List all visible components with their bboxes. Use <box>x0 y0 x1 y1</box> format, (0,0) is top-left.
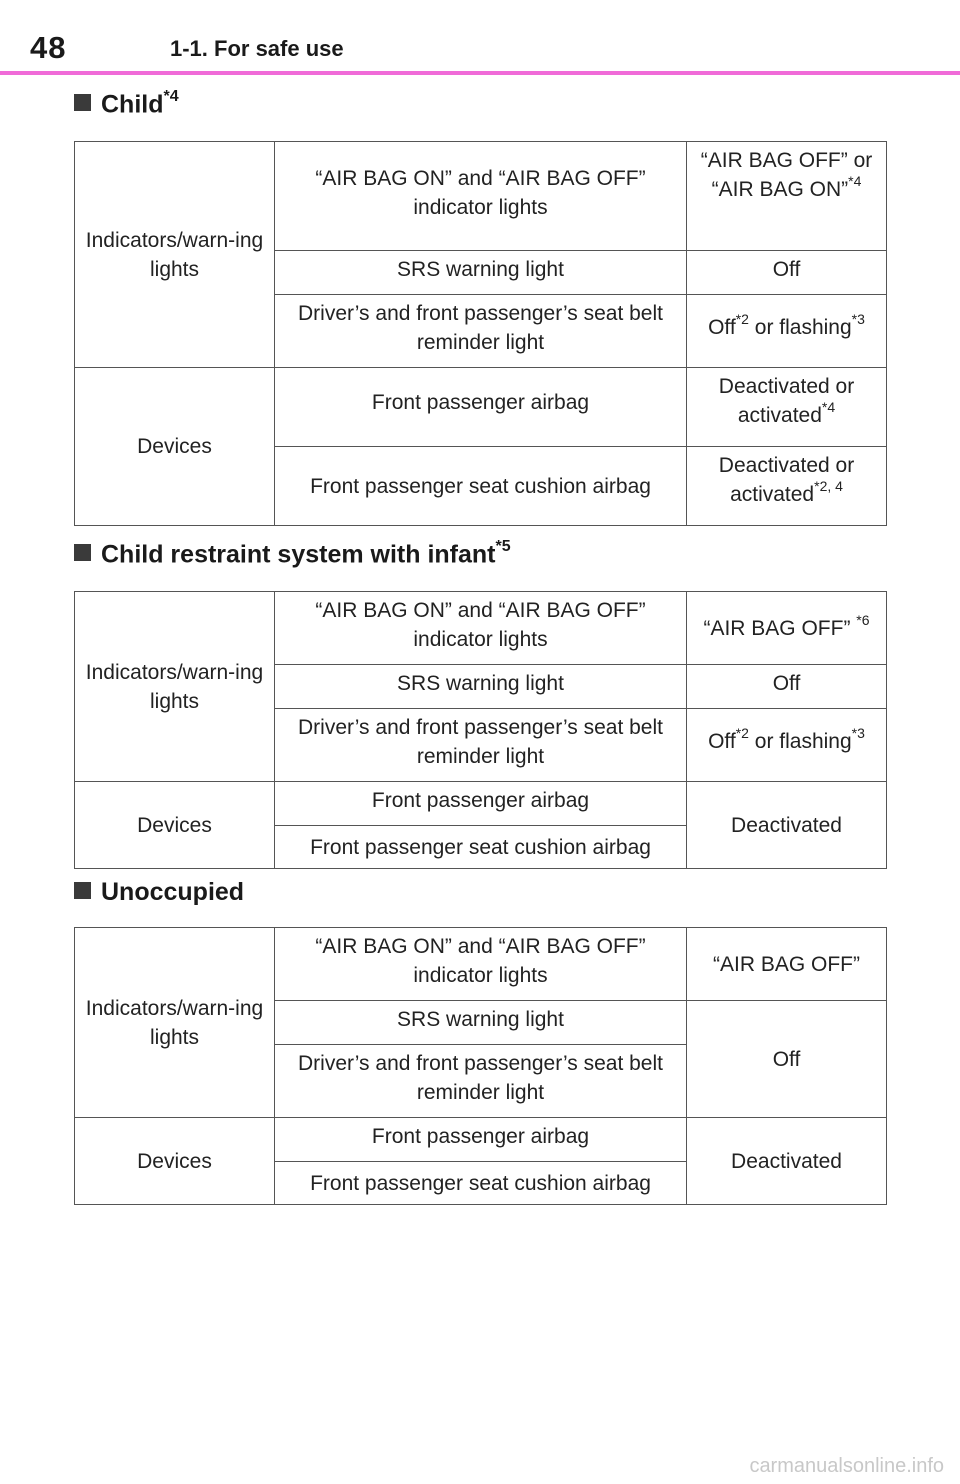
item-cell: Front passenger seat cushion airbag <box>275 447 687 526</box>
heading-unoccupied: Unoccupied <box>74 878 244 907</box>
table-row <box>75 368 887 447</box>
item-cell: Driver’s and front passenger’s seat belt reminder light <box>275 1045 687 1118</box>
table-child <box>74 141 887 526</box>
section-title: 1-1. For safe use <box>170 36 344 61</box>
table-row <box>75 142 887 251</box>
item-cell: Front passenger airbag <box>275 782 687 826</box>
item-cell: SRS warning light <box>275 665 687 709</box>
item-cell: SRS warning light <box>275 1001 687 1045</box>
value-cell: “AIR BAG OFF” $^{*6}$ <box>687 592 887 665</box>
watermark: carmanualsonline.info <box>749 1455 944 1477</box>
group-label: Devices <box>75 1118 275 1205</box>
group-label: Devices <box>75 782 275 869</box>
group-label: Devices <box>75 368 275 526</box>
page-header <box>0 0 960 76</box>
value-cell: “AIR BAG OFF” <box>687 928 887 1001</box>
group-label: Indicators/warn-ing lights <box>75 928 275 1118</box>
header-rule <box>0 71 960 75</box>
table-row <box>75 1118 887 1162</box>
square-bullet-icon <box>74 882 91 899</box>
square-bullet-icon <box>74 94 91 111</box>
heading-child-restraint: Child restraint system with infant$^{*5}$ <box>74 540 511 569</box>
value-cell: Off <box>687 1001 887 1118</box>
item-cell: “AIR BAG ON” and “AIR BAG OFF” indicator lights <box>275 928 687 1001</box>
item-cell: Front passenger airbag <box>275 368 687 447</box>
item-cell: Driver’s and front passenger’s seat belt reminder light <box>275 709 687 782</box>
value-cell: Deactivated or activated$^{*4}$ <box>687 368 887 447</box>
square-bullet-icon <box>74 544 91 561</box>
value-cell: Off$^{*2}$ or flashing$^{*3}$ <box>687 709 887 782</box>
table-unoccupied <box>74 927 887 1205</box>
value-cell: Deactivated <box>687 782 887 869</box>
item-cell: “AIR BAG ON” and “AIR BAG OFF” indicator lights <box>275 142 687 251</box>
heading-child: Child$^{*4}$ <box>74 90 179 119</box>
item-cell: SRS warning light <box>275 251 687 295</box>
value-cell: Off$^{*2}$ or flashing$^{*3}$ <box>687 295 887 368</box>
value-cell: Deactivated or activated$^{*2, 4}$ <box>687 447 887 526</box>
table-child-restraint <box>74 591 887 869</box>
item-cell: Front passenger airbag <box>275 1118 687 1162</box>
item-cell: Front passenger seat cushion airbag <box>275 826 687 869</box>
table-row <box>75 592 887 665</box>
value-cell: “AIR BAG OFF” or “AIR BAG ON”$^{*4}$ <box>687 142 887 251</box>
item-cell: Driver’s and front passenger’s seat belt reminder light <box>275 295 687 368</box>
group-label: Indicators/warn-ing lights <box>75 592 275 782</box>
table-row <box>75 782 887 826</box>
group-label: Indicators/warn-ing lights <box>75 142 275 368</box>
page-number: 48 <box>30 30 67 65</box>
value-cell: Off <box>687 251 887 295</box>
item-cell: “AIR BAG ON” and “AIR BAG OFF” indicator lights <box>275 592 687 665</box>
table-row <box>75 928 887 1001</box>
value-cell: Deactivated <box>687 1118 887 1205</box>
item-cell: Front passenger seat cushion airbag <box>275 1162 687 1205</box>
value-cell: Off <box>687 665 887 709</box>
